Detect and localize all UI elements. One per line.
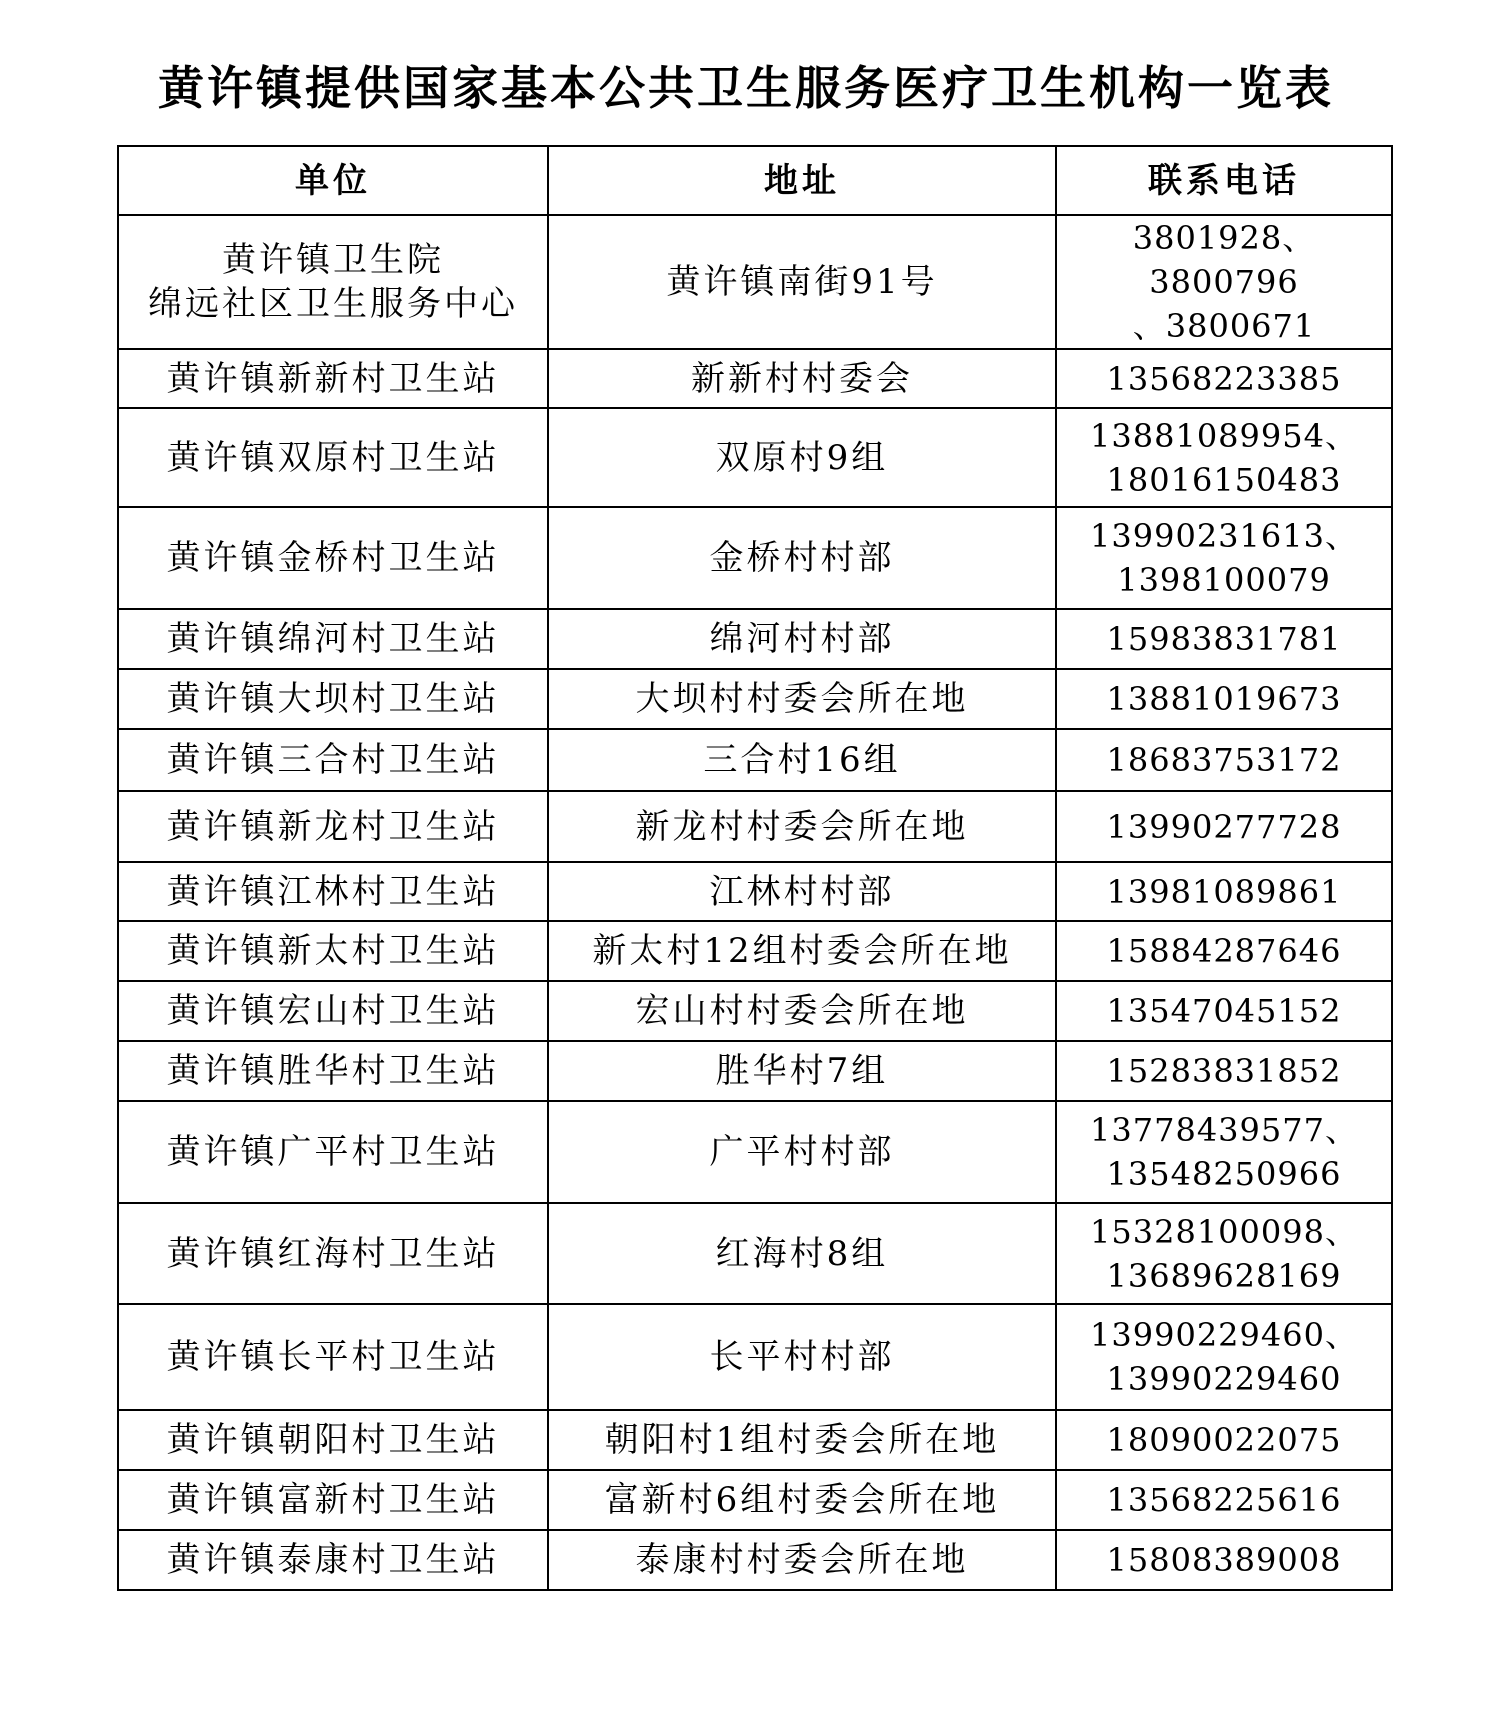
column-header-address: 地址: [548, 146, 1056, 215]
unit-cell: [118, 408, 548, 507]
table-row: [118, 1203, 1392, 1304]
table-row: [118, 1470, 1392, 1530]
address-cell: 红海村8组: [548, 1203, 1056, 1304]
phone-cell: [1056, 981, 1392, 1041]
unit-cell: [118, 1470, 548, 1530]
address-cell: 新新村村委会: [548, 349, 1056, 408]
phone-number-line: 13548250966: [1106, 1155, 1342, 1193]
table-row: [118, 609, 1392, 669]
unit-name-line: 黄许镇三合村卫生站: [166, 740, 500, 780]
unit-name-line: 黄许镇绵河村卫生站: [166, 619, 500, 659]
unit-name-line: 黄许镇新新村卫生站: [166, 358, 500, 399]
unit-name-line: 黄许镇广平村卫生站: [166, 1132, 500, 1172]
address-cell: 宏山村村委会所在地: [548, 981, 1056, 1041]
phone-cell: [1056, 1304, 1392, 1410]
address-cell: 朝阳村1组村委会所在地: [548, 1410, 1056, 1470]
phone-number-line: 13568223385: [1106, 359, 1342, 398]
table-row: [118, 862, 1392, 921]
address-cell: 泰康村村委会所在地: [548, 1530, 1056, 1590]
phone-cell: [1056, 862, 1392, 921]
phone-cell: [1056, 1101, 1392, 1203]
address-cell: 新太村12组村委会所在地: [548, 921, 1056, 981]
unit-name-line: 黄许镇宏山村卫生站: [166, 991, 500, 1031]
phone-number-line: 13778439577、: [1090, 1111, 1358, 1149]
unit-cell: [118, 862, 548, 921]
address-cell: 长平村村部: [548, 1304, 1056, 1410]
address-cell: 双原村9组: [548, 408, 1056, 507]
table-row: [118, 1530, 1392, 1590]
phone-cell: [1056, 791, 1392, 862]
phone-cell: [1056, 1203, 1392, 1304]
phone-number-line: 15328100098、: [1090, 1212, 1358, 1251]
phone-number-line: 13881089954、: [1090, 416, 1358, 455]
phone-number-line: 13568225616: [1106, 1481, 1342, 1519]
unit-name-line: 黄许镇胜华村卫生站: [166, 1051, 500, 1091]
header-row: [118, 146, 1392, 215]
phone-number-line: 13990231613、: [1090, 517, 1358, 555]
phone-number-line: 18683753172: [1106, 741, 1342, 779]
unit-name-line: 黄许镇新龙村卫生站: [166, 806, 500, 847]
phone-number-line: 15884287646: [1106, 932, 1342, 970]
phone-number-line: 15808389008: [1106, 1541, 1342, 1579]
phone-number-line: 15283831852: [1106, 1052, 1342, 1090]
unit-cell: [118, 921, 548, 981]
address-cell: 江林村村部: [548, 862, 1056, 921]
phone-cell: [1056, 1530, 1392, 1590]
unit-cell: [118, 1304, 548, 1410]
unit-name-line: 黄许镇金桥村卫生站: [166, 538, 500, 578]
unit-cell: [118, 1203, 548, 1304]
phone-cell: [1056, 1041, 1392, 1101]
unit-name-line: 黄许镇大坝村卫生站: [166, 679, 500, 719]
unit-name-line: 黄许镇卫生院: [222, 240, 444, 280]
unit-cell: [118, 791, 548, 862]
table-row: [118, 669, 1392, 729]
table-row: [118, 729, 1392, 791]
health-facility-table: [117, 145, 1393, 1591]
address-cell: 广平村村部: [548, 1101, 1056, 1203]
address-cell: 大坝村村委会所在地: [548, 669, 1056, 729]
unit-name-line: 黄许镇双原村卫生站: [166, 437, 500, 478]
unit-name-line: 黄许镇朝阳村卫生站: [166, 1420, 500, 1460]
table-body: [118, 215, 1392, 1590]
phone-number-line: 3801928、3800796: [1132, 219, 1316, 301]
unit-cell: [118, 729, 548, 791]
unit-cell: [118, 1101, 548, 1203]
address-cell: 三合村16组: [548, 729, 1056, 791]
phone-number-line: 13990277728: [1106, 807, 1342, 846]
phone-cell: [1056, 1410, 1392, 1470]
unit-cell: [118, 507, 548, 609]
unit-cell: [118, 215, 548, 349]
unit-cell: [118, 1041, 548, 1101]
phone-cell: [1056, 349, 1392, 408]
address-cell: 富新村6组村委会所在地: [548, 1470, 1056, 1530]
address-cell: 新龙村村委会所在地: [548, 791, 1056, 862]
unit-name-line: 黄许镇富新村卫生站: [166, 1480, 500, 1520]
unit-name-line: 黄许镇新太村卫生站: [166, 931, 500, 971]
document-title: 黄许镇提供国家基本公共卫生服务医疗卫生机构一览表: [158, 61, 1334, 115]
table-row: [118, 1041, 1392, 1101]
unit-name-line: 黄许镇江林村卫生站: [166, 871, 500, 912]
address-cell: 黄许镇南街91号: [548, 215, 1056, 349]
table-row: [118, 215, 1392, 349]
phone-cell: [1056, 215, 1392, 349]
phone-number-line: 13981089861: [1106, 872, 1342, 911]
phone-cell: [1056, 921, 1392, 981]
unit-name-line: 绵远社区卫生服务中心: [148, 284, 518, 324]
phone-cell: [1056, 729, 1392, 791]
phone-cell: [1056, 1470, 1392, 1530]
unit-name-line: 黄许镇泰康村卫生站: [166, 1540, 500, 1580]
phone-number-line: 13689628169: [1106, 1256, 1342, 1295]
table-row: [118, 1101, 1392, 1203]
unit-cell: [118, 1530, 548, 1590]
column-header-unit: 单位: [118, 146, 548, 215]
table-row: [118, 1304, 1392, 1410]
phone-cell: [1056, 507, 1392, 609]
table-row: [118, 507, 1392, 609]
unit-cell: [118, 669, 548, 729]
table-row: [118, 408, 1392, 507]
unit-cell: [118, 609, 548, 669]
address-cell: 绵河村村部: [548, 609, 1056, 669]
table-row: [118, 921, 1392, 981]
table-row: [118, 349, 1392, 408]
phone-number-line: 13881019673: [1106, 680, 1342, 718]
phone-number-line: 13990229460、: [1090, 1316, 1358, 1354]
phone-cell: [1056, 609, 1392, 669]
address-cell: 金桥村村部: [548, 507, 1056, 609]
unit-cell: [118, 349, 548, 408]
phone-number-line: 、3800671: [1132, 307, 1316, 345]
phone-cell: [1056, 669, 1392, 729]
column-header-phone: 联系电话: [1056, 146, 1392, 215]
unit-name-line: 黄许镇长平村卫生站: [166, 1337, 500, 1377]
address-cell: 胜华村7组: [548, 1041, 1056, 1101]
phone-cell: [1056, 408, 1392, 507]
phone-number-line: 1398100079: [1117, 561, 1331, 599]
phone-number-line: 13990229460: [1106, 1360, 1342, 1398]
phone-number-line: 15983831781: [1106, 620, 1342, 658]
unit-cell: [118, 1410, 548, 1470]
phone-number-line: 13547045152: [1106, 992, 1342, 1030]
table-row: [118, 791, 1392, 862]
table-row: [118, 981, 1392, 1041]
unit-cell: [118, 981, 548, 1041]
phone-number-line: 18016150483: [1106, 460, 1342, 499]
table-row: [118, 1410, 1392, 1470]
unit-name-line: 黄许镇红海村卫生站: [166, 1233, 500, 1274]
phone-number-line: 18090022075: [1106, 1421, 1342, 1459]
